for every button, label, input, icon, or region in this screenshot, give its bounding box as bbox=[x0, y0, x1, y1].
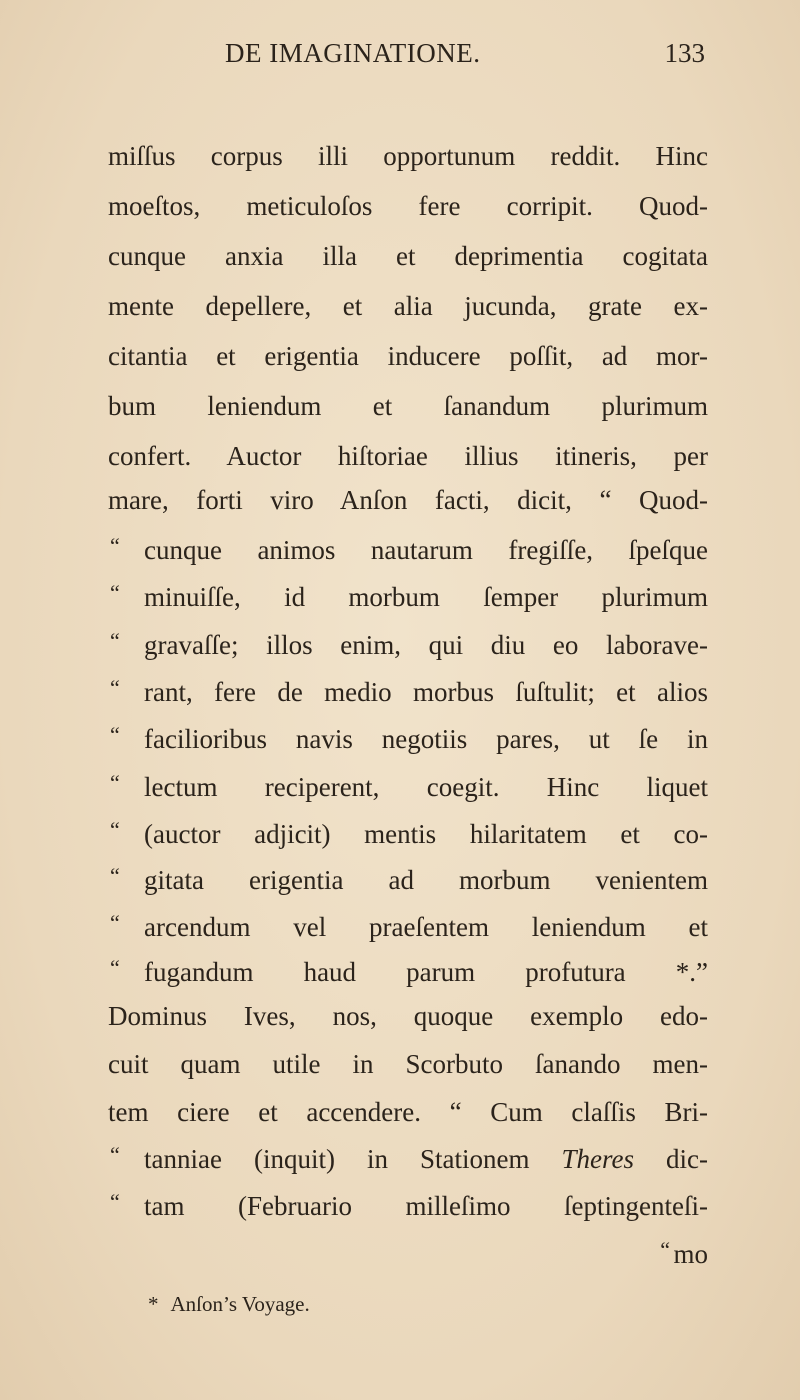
line-text bbox=[144, 1141, 708, 1177]
quote-mark: “ bbox=[110, 863, 120, 888]
line-text-main: Dominus Ives, nos, quoque exemplo edo- bbox=[108, 1001, 708, 1031]
page-number: 133 bbox=[664, 38, 705, 68]
line-text bbox=[108, 482, 708, 518]
line-text bbox=[144, 1236, 708, 1272]
text-line bbox=[108, 138, 708, 174]
line-text-main: moeſtos, meticuloſos fere corripit. Quod- bbox=[108, 191, 708, 221]
quote-mark: “ bbox=[660, 1237, 670, 1262]
line-text bbox=[108, 188, 708, 224]
text-line bbox=[108, 954, 708, 990]
line-text bbox=[108, 438, 708, 474]
line-text-main: tam (Februario milleſimo ſeptingenteſi- bbox=[144, 1191, 708, 1221]
italic-word: Theres bbox=[561, 1144, 634, 1174]
quote-mark: “ bbox=[110, 722, 120, 747]
quote-mark: “ bbox=[110, 910, 120, 935]
line-text bbox=[144, 674, 708, 710]
line-text bbox=[144, 769, 708, 805]
quote-mark: “ bbox=[110, 1142, 120, 1167]
line-text bbox=[144, 954, 708, 990]
line-text bbox=[108, 388, 708, 424]
line-text-main: cunque animos nautarum fregiſſe, ſpeſque bbox=[144, 535, 708, 565]
line-text-main: tanniae (inquit) in Stationem bbox=[144, 1144, 562, 1174]
line-text-main: mo bbox=[673, 1239, 708, 1269]
line-text-main: lectum reciperent, coegit. Hinc liquet bbox=[144, 772, 708, 802]
line-text bbox=[108, 138, 708, 174]
quote-mark: “ bbox=[110, 955, 120, 980]
text-line bbox=[108, 188, 708, 224]
line-text-main: arcendum vel praeſentem leniendum et bbox=[144, 912, 708, 942]
line-text bbox=[108, 1094, 708, 1130]
line-text-main: mente depellere, et alia jucunda, grate ex- bbox=[108, 291, 708, 321]
line-text-main: tem ciere et accendere. “ Cum claſſis Bri- bbox=[108, 1097, 708, 1127]
line-text bbox=[144, 1188, 708, 1224]
line-text-main: cuit quam utile in Scorbuto ſanando men- bbox=[108, 1049, 708, 1079]
text-line bbox=[108, 1046, 708, 1082]
line-text bbox=[144, 627, 708, 663]
running-title: DE IMAGINATIONE. bbox=[225, 38, 481, 68]
text-line bbox=[108, 338, 708, 374]
line-text-main: mare, forti viro Anſon facti, dicit, “ Quod- bbox=[108, 485, 708, 515]
footnote-mark: * bbox=[148, 1292, 159, 1316]
text-line bbox=[108, 862, 708, 898]
line-text bbox=[144, 721, 708, 757]
quote-mark: “ bbox=[110, 628, 120, 653]
line-text-main: fugandum haud parum profutura *.” bbox=[144, 957, 708, 987]
line-text-main: bum leniendum et ſanandum plurimum bbox=[108, 391, 708, 421]
text-line bbox=[108, 816, 708, 852]
text-line bbox=[108, 482, 708, 518]
footnote-text: Anſon’s Voyage. bbox=[170, 1292, 310, 1316]
line-text bbox=[144, 579, 708, 615]
text-line bbox=[108, 769, 708, 805]
line-text bbox=[144, 909, 708, 945]
quote-mark: “ bbox=[110, 580, 120, 605]
line-text-after: dic- bbox=[634, 1144, 708, 1174]
footnote bbox=[148, 1292, 310, 1317]
quote-mark: “ bbox=[110, 1189, 120, 1214]
line-text-main: cunque anxia illa et deprimentia cogitata bbox=[108, 241, 708, 271]
line-text bbox=[108, 1046, 708, 1082]
line-text-main: rant, fere de medio morbus ſuſtulit; et alios bbox=[144, 677, 708, 707]
line-text bbox=[108, 998, 708, 1034]
text-line bbox=[108, 674, 708, 710]
text-line bbox=[108, 438, 708, 474]
line-text bbox=[108, 238, 708, 274]
quote-mark: “ bbox=[110, 770, 120, 795]
line-text bbox=[108, 338, 708, 374]
line-text bbox=[108, 288, 708, 324]
line-text bbox=[144, 862, 708, 898]
line-text-main: gitata erigentia ad morbum venientem bbox=[144, 865, 708, 895]
page-header bbox=[225, 38, 705, 78]
text-line bbox=[108, 288, 708, 324]
text-line bbox=[108, 1094, 708, 1130]
line-text-main: minuiſſe, id morbum ſemper plurimum bbox=[144, 582, 708, 612]
text-line bbox=[108, 1141, 708, 1177]
text-line bbox=[108, 998, 708, 1034]
text-line bbox=[108, 909, 708, 945]
text-line bbox=[108, 1188, 708, 1224]
text-line bbox=[108, 579, 708, 615]
line-text bbox=[144, 532, 708, 568]
quote-mark: “ bbox=[110, 817, 120, 842]
line-text-main: citantia et erigentia inducere poſſit, ad mor- bbox=[108, 341, 708, 371]
text-line bbox=[108, 627, 708, 663]
quote-mark: “ bbox=[110, 533, 120, 558]
line-text-main: miſſus corpus illi opportunum reddit. Hinc bbox=[108, 141, 708, 171]
line-text-main: (auctor adjicit) mentis hilaritatem et co- bbox=[144, 819, 708, 849]
text-line bbox=[108, 238, 708, 274]
text-line bbox=[108, 532, 708, 568]
line-text-main: confert. Auctor hiſtoriae illius itineris, per bbox=[108, 441, 708, 471]
line-text-main: facilioribus navis negotiis pares, ut ſe in bbox=[144, 724, 708, 754]
line-text-main: gravaſſe; illos enim, qui diu eo laborave- bbox=[144, 630, 708, 660]
text-line bbox=[108, 1236, 708, 1272]
line-text bbox=[144, 816, 708, 852]
text-line bbox=[108, 388, 708, 424]
text-line bbox=[108, 721, 708, 757]
quote-mark: “ bbox=[110, 675, 120, 700]
